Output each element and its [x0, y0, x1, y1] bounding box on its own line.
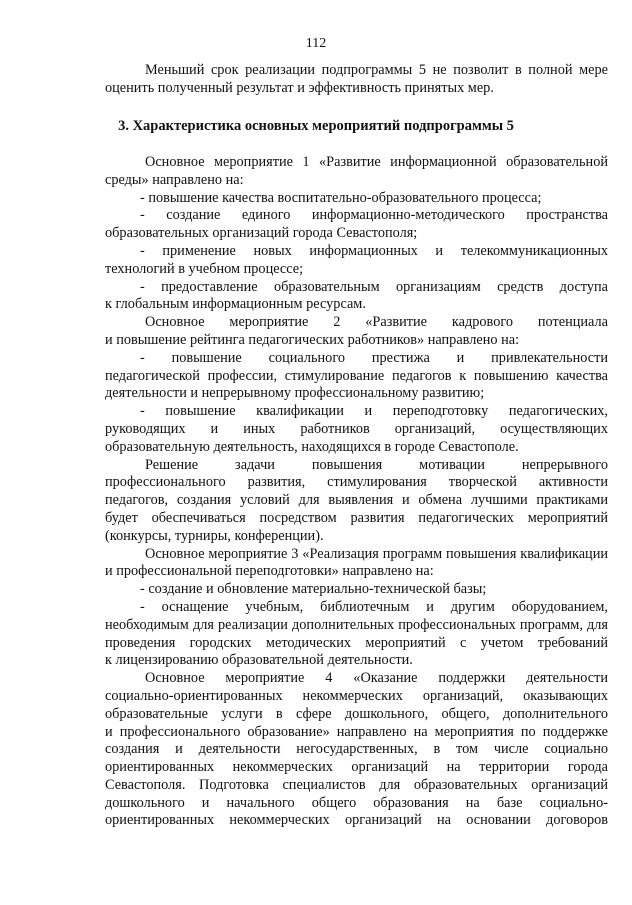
text-line: педагогов, создания условий для выявления и обмена лучшими практиками	[105, 492, 608, 509]
text-line: - применение новых информационных и телекоммуникационных	[140, 242, 608, 259]
text-line: будет обеспечиваться посредством развития педагогических мероприятий	[105, 509, 608, 526]
text-line: и профессиональной переподготовки» направлено на:	[105, 563, 434, 580]
text-line: и профессионального образование» направлено на мероприятия по поддержке	[105, 723, 608, 740]
text-line: Севастополя. Подготовка специалистов для образовательных организаций	[105, 776, 608, 793]
text-line: образовательных организаций города Севастополя;	[105, 225, 418, 242]
text-line: - оснащение учебным, библиотечным и другим оборудованием,	[140, 598, 608, 615]
page-number: 112	[305, 36, 327, 51]
intro-paragraph	[105, 62, 608, 98]
text-line: создания и деятельности негосударственных, в том числе социально	[105, 741, 608, 758]
text-line: Основное мероприятие 2 «Развитие кадрового потенциала	[145, 314, 608, 331]
text-line: - создание и обновление материально-технической базы;	[140, 581, 487, 598]
text-line: (конкурсы, турниры, конференции).	[105, 527, 324, 544]
text-line: среды» направлено на:	[105, 171, 244, 188]
text-line: - предоставление образовательным организациям средств доступа	[140, 278, 608, 295]
text-line: к лицензированию образовательной деятельности.	[105, 652, 413, 669]
text-line: ориентированных некоммерческих организаций на территории города	[105, 759, 608, 776]
text-line: Основное мероприятие 3 «Реализация программ повышения квалификации	[145, 545, 608, 562]
text-line: проведения городских методических мероприятий с учетом требований	[105, 634, 608, 651]
text-line: социально-ориентированных некоммерческих организаций, оказывающих	[105, 687, 608, 704]
text-line: - повышение качества воспитательно-образовательного процесса;	[140, 189, 542, 206]
text-line: необходимым для реализации дополнительных профессиональных программ, для	[105, 616, 608, 633]
text-line: профессионального развития, стимулирования творческой активности	[105, 474, 608, 491]
text-line: оценить полученный результат и эффективность принятых мер.	[105, 79, 494, 96]
text-line: Основное мероприятие 4 «Оказание поддержки деятельности	[145, 670, 608, 687]
text-line: образовательную деятельность, находящихся в городе Севастополе.	[105, 438, 519, 455]
text-line: руководящих и иных работников организаций, осуществляющих	[105, 420, 608, 437]
text-line: и повышение рейтинга педагогических работников» направлено на:	[105, 331, 520, 348]
section-heading: 3. Характеристика основных мероприятий подпрограммы 5	[118, 118, 514, 134]
text-line: деятельности и непрерывному профессиональному развитию;	[105, 385, 485, 402]
text-line: Решение задачи повышения мотивации непрерывного	[145, 456, 608, 473]
text-line: Основное мероприятие 1 «Развитие информационной образовательной	[145, 154, 608, 170]
text-line: педагогической профессии, стимулирование педагогов к повышению качества	[105, 367, 608, 384]
text-line: ориентированных некоммерческих организаций на основании договоров	[105, 812, 608, 829]
text-line: к глобальным информационным ресурсам.	[105, 296, 366, 313]
text-line: технологий в учебном процессе;	[105, 260, 304, 277]
text-line: - повышение квалификации и переподготовку педагогических,	[140, 403, 608, 420]
section-body	[105, 154, 608, 830]
text-line: дошкольного и начального общего образования на базе социально-	[105, 794, 608, 811]
text-line: Меньший срок реализации подпрограммы 5 не позволит в полной мере	[145, 62, 608, 78]
text-line: образовательные услуги в сфере дошкольного, общего, дополнительного	[105, 705, 608, 722]
text-line: - повышение социального престижа и привлекательности	[140, 349, 608, 366]
text-line: - создание единого информационно-методического пространства	[140, 207, 608, 224]
